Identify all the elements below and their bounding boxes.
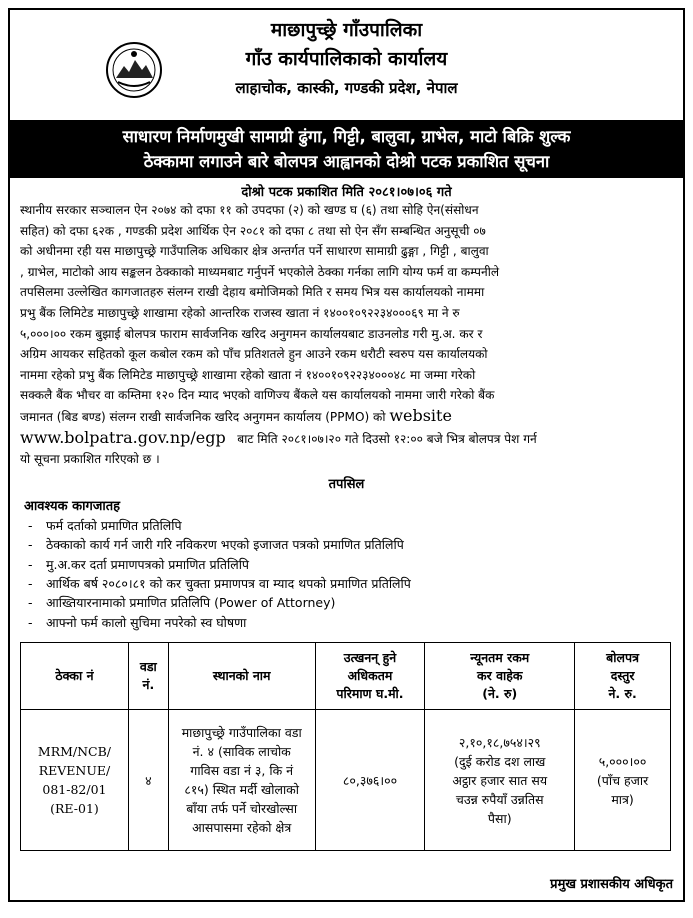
- letterhead: [10, 10, 683, 110]
- body-line: [20, 406, 673, 428]
- header-max-quantity: उत्खनन् हुने अधिकतम परिमाण घ.मी.: [315, 643, 425, 710]
- body-line: प्रभु बैंक लिमिटेड माछापुच्छ्रे शाखामा रहेको आन्तरिक राजस्व खाता नं १४००१०९२२३४०००६९ मा ने रु: [20, 305, 460, 320]
- list-item: - ठेक्काको कार्य गर्न जारी गरि नविकरण भएको इजाजत पत्रको प्रमाणित प्रतिलिपि: [28, 537, 404, 553]
- header-bid-fee: बोलपत्र दस्तुर ने. रु.: [575, 643, 671, 710]
- cell-place: माछापुच्छ्रे गाउँपालिका वडा नं. ४ (साविक लाचोक गाविस वडा नं ३, कि नं ८१५) स्थित मर्दी खोलाको बाँया तर्फ पर्ने चोरखोल्सा आसपासमा रहेको क्षेत्र: [168, 710, 315, 851]
- header-place-name: स्थानको नाम: [168, 643, 315, 710]
- header-minimum-amount: न्यूनतम रकम कर वाहेक (ने. रु): [425, 643, 575, 710]
- body-text: बाट मिति २०८१।०७।२० गते दिउसो १२:०० बजे भित्र बोलपत्र पेश गर्न: [237, 431, 537, 446]
- schedule-heading: तपसिल: [328, 476, 365, 492]
- notice-page: [8, 8, 685, 902]
- body-line: , ग्राभेल, माटोको आय सङ्कलन ठेक्काको माध्यमबाट गर्नुपर्ने भएकोले ठेक्का गर्नका लागि योग्य फर्म वा कम्पनीले: [20, 264, 500, 279]
- cell-minimum-amount: २,१०,१८,७५४।२९ (दुई करोड दश लाख अट्ठार हजार सात सय चउन्न रुपैयाँ उन्नतिस पैसा): [425, 710, 575, 851]
- cell-ward: ४: [128, 710, 168, 851]
- website-word: website: [389, 405, 452, 425]
- municipality-name: माछापुच्छ्रे गाँउपालिका: [270, 19, 423, 41]
- body-line: ५,०००।०० रकम बुझाई बोलपत्र फाराम सार्वजनिक खरिद अनुगमन कार्यालयबाट डाउनलोड गरी मु.अ. कर र: [20, 326, 483, 341]
- notice-title-banner: [10, 120, 683, 178]
- body-line: तपसिलमा उल्लेखित कागजातहरु संलग्न राखी देहाय बमोजिमको मिति र समय भित्र यस कार्यालयको नाममा: [20, 285, 485, 300]
- required-documents-list: [10, 516, 683, 632]
- body-text: जमानत (बिड बण्ड) संलग्न राखी सार्वजनिक खरिद अनुगमन कार्यालय (PPMO) को: [20, 409, 386, 424]
- list-item: - आफ्नो फर्म कालो सुचिमा नपरेको स्व घोषणा: [28, 614, 247, 630]
- body-line: अग्रिम आयकर सहितको कूल कबोल रकम को पाँच प्रतिशतले हुन आउने रकम धरौटी स्वरुप यस कार्यालयको: [20, 347, 488, 362]
- cell-bid-fee: ५,०००।०० (पाँच हजार मात्र): [575, 710, 671, 851]
- cell-contract-no: MRM/NCB/ REVENUE/ 081-82/01 (RE-01): [21, 710, 129, 851]
- tender-table: [20, 642, 671, 851]
- signatory-title: प्रमुख प्रशासकीय अधिकृत: [550, 877, 673, 892]
- body-line: स्थानीय सरकार सञ्चालन ऐन २०७४ को दफा ११ को उपदफा (२) को खण्ड घ (६) तथा सोहि ऐन(संसोधन: [20, 203, 479, 217]
- body-line: सहित) को दफा ६२क , गण्डकी प्रदेश आर्थिक ऐन २०८१ को दफा ८ तथा सो ऐन सँग सम्बन्धित अनुसूची ०७: [20, 223, 486, 238]
- office-address: लाहाचोक, कास्की, गण्डकी प्रदेश, नेपाल: [235, 79, 458, 97]
- notice-body: [10, 200, 683, 470]
- publish-date: दोश्रो पटक प्रकाशित मिति २०८१।०७।०६ गते: [241, 185, 452, 200]
- body-line: को अधीनमा रही यस माछापुच्छ्रे गाउँपालिक अधिकार क्षेत्र अन्तर्गत पर्ने साधारण सामाग्री ढुङ्गा , गिट्टी , बालुवा: [20, 244, 489, 259]
- body-line: नाममा रहेको प्रभु बैंक लिमिटेड माछापुच्छ्रे शाखामा रहेको खाता नं १४००१०९२२३४०००४८ मा जम्मा गरेको: [20, 367, 476, 382]
- banner-line-1: साधारण निर्माणमुखी सामाग्री ढुंगा, गिट्टी, बालुवा, ग्राभेल, माटो बिक्रि शुल्क: [122, 127, 571, 146]
- office-name: गाँउ कार्यपालिकाको कार्यालय: [245, 48, 448, 70]
- banner-line-2: ठेक्कामा लगाउने बारे बोलपत्र आह्वानको दोश्रो पटक प्रकाशित सूचना: [143, 152, 550, 171]
- list-item: - आख्तियारनामाको प्रमाणित प्रतिलिपि (Power of Attorney): [28, 595, 336, 611]
- body-line: [20, 428, 673, 450]
- header-contract-no: ठेक्का नं: [21, 643, 129, 710]
- list-item: - फर्म दर्ताको प्रमाणित प्रतिलिपि: [28, 517, 182, 533]
- table-header-row: [21, 643, 671, 710]
- required-documents-heading: आवश्यक कागजातह: [24, 498, 121, 514]
- header-ward-no: वडा नं.: [128, 643, 168, 710]
- cell-quantity: ८०,३७६।००: [315, 710, 425, 851]
- list-item: - आर्थिक बर्ष २०८०।८१ को कर चुक्ता प्रमाणपत्र वा म्याद थपको प्रमाणित प्रतिलिपि: [28, 575, 411, 591]
- list-item: - मु.अ.कर दर्ता प्रमाणपत्रको प्रमाणित प्रतिलिपि: [28, 556, 250, 572]
- body-line: सक्कलै बैंक भौचर वा कम्तिमा १२० दिन म्याद भएको वाणिज्य बैंकले यस कार्यालयको नाममा जारी गरेको बैंक: [20, 388, 495, 403]
- body-line: यो सूचना प्रकाशित गरिएको छ ।: [20, 452, 160, 467]
- table-row: [21, 710, 671, 851]
- website-url: www.bolpatra.gov.np/egp: [20, 427, 226, 447]
